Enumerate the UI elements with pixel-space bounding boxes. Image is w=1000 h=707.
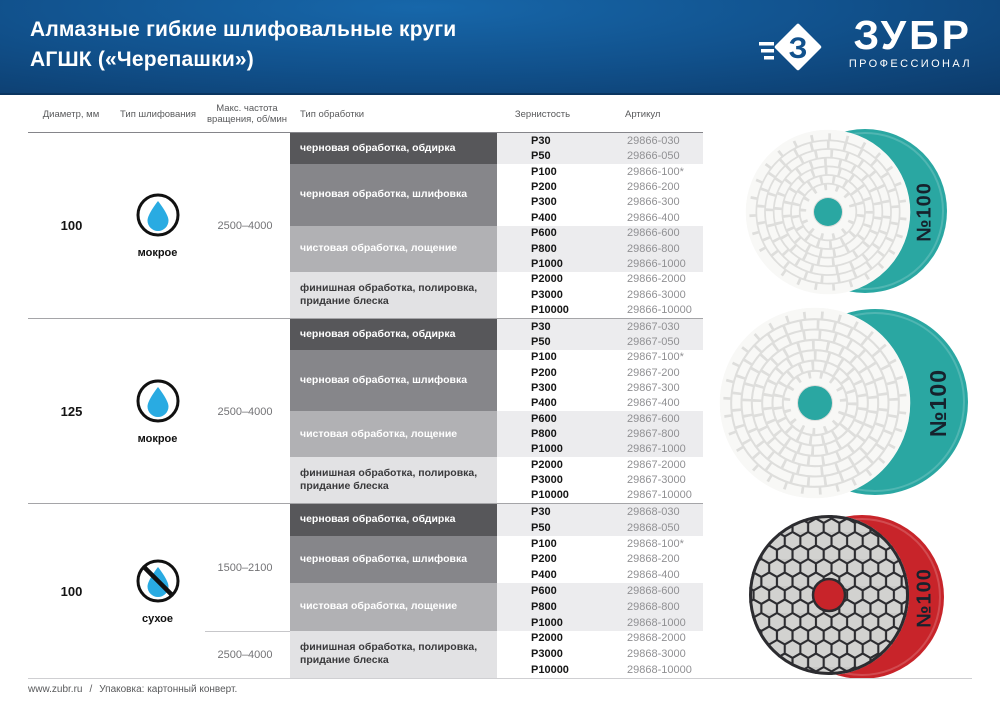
grit-value: P10000 bbox=[531, 664, 569, 677]
water-drop-icon bbox=[135, 192, 181, 243]
speed-divider bbox=[205, 631, 290, 632]
sku-value: 29866-2000 bbox=[627, 273, 686, 286]
sku-value: 29867-050 bbox=[627, 336, 680, 349]
processing-label: черновая обработка, шлифовка bbox=[290, 164, 497, 226]
sku-value: 29867-10000 bbox=[627, 489, 692, 502]
sku-value: 29866-800 bbox=[627, 242, 680, 255]
disc-size-label: №100 bbox=[913, 568, 936, 628]
grit-value: P50 bbox=[531, 336, 551, 349]
grind-type-label: сухое bbox=[141, 612, 174, 625]
sku-value: 29866-100* bbox=[627, 165, 684, 178]
processing-section bbox=[290, 164, 703, 226]
grit-value: P10000 bbox=[531, 304, 569, 317]
table-row bbox=[497, 303, 703, 318]
table-row bbox=[497, 536, 703, 552]
sku-value: 29868-100* bbox=[627, 537, 684, 550]
processing-label: черновая обработка, обдирка bbox=[290, 504, 497, 536]
grit-value: P600 bbox=[531, 227, 557, 240]
col-header-processing: Тип обработки bbox=[300, 108, 365, 120]
sku-value: 29867-2000 bbox=[627, 458, 686, 471]
section-rows bbox=[497, 536, 703, 583]
diameter-value: 125 bbox=[60, 403, 83, 419]
table-row bbox=[497, 350, 703, 365]
col-header-max-speed: Макс. частота вращения, об/мин bbox=[206, 103, 288, 125]
col-header-sku: Артикул bbox=[625, 108, 661, 120]
grit-value: P3000 bbox=[531, 473, 563, 486]
sku-value: 29868-030 bbox=[627, 505, 680, 518]
grit-value: P400 bbox=[531, 211, 557, 224]
processing-section bbox=[290, 319, 703, 350]
processing-label: чистовая обработка, лощение bbox=[290, 411, 497, 457]
grit-value: P50 bbox=[531, 150, 551, 163]
section-rows bbox=[497, 631, 703, 678]
page-title-line2: АГШК («Черепашки») bbox=[30, 48, 254, 71]
sku-value: 29867-400 bbox=[627, 397, 680, 410]
table-row bbox=[497, 164, 703, 179]
grit-value: P1000 bbox=[531, 258, 563, 271]
grit-value: P800 bbox=[531, 242, 557, 255]
page-header bbox=[0, 0, 1000, 95]
grit-value: P300 bbox=[531, 381, 557, 394]
svg-text:З: З bbox=[788, 32, 808, 65]
diameter-value: 100 bbox=[60, 218, 83, 233]
sku-value: 29867-200 bbox=[627, 366, 680, 379]
processing-label: финишная обработка, полировка, придание блеска bbox=[290, 457, 497, 503]
max-speed-cell bbox=[200, 319, 290, 504]
water-drop-crossed-icon bbox=[135, 558, 181, 609]
grit-value: P100 bbox=[531, 165, 557, 178]
diameter-cell bbox=[28, 504, 115, 678]
sku-value: 29866-400 bbox=[627, 211, 680, 224]
col-header-grit: Зернистость bbox=[514, 108, 571, 120]
grit-value: P200 bbox=[531, 366, 557, 379]
table-row bbox=[497, 662, 703, 678]
section-rows bbox=[497, 272, 703, 318]
sku-value: 29867-030 bbox=[627, 320, 680, 333]
sku-value: 29868-3000 bbox=[627, 648, 686, 661]
grit-value: P1000 bbox=[531, 616, 563, 629]
processing-section bbox=[290, 272, 703, 318]
grind-type-cell bbox=[115, 319, 200, 503]
water-drop-icon bbox=[135, 378, 181, 429]
sku-value: 29868-600 bbox=[627, 585, 680, 597]
product-image-wet-spiral-pad bbox=[735, 122, 965, 307]
grit-value: P200 bbox=[531, 180, 557, 193]
processing-label: черновая обработка, обдирка bbox=[290, 319, 497, 350]
grit-value: P100 bbox=[531, 537, 557, 550]
brand-subtitle: ПРОФЕССИОНАЛ bbox=[848, 58, 972, 70]
table-row bbox=[497, 380, 703, 395]
table-row bbox=[497, 334, 703, 349]
sku-value: 29867-1000 bbox=[627, 443, 686, 456]
sku-value: 29866-030 bbox=[627, 134, 680, 147]
processing-sections bbox=[290, 133, 703, 318]
product-image-wet-spiral-pad bbox=[712, 300, 977, 510]
grit-value: P100 bbox=[531, 351, 557, 364]
max-speed-cell bbox=[200, 504, 290, 631]
processing-sections bbox=[290, 504, 703, 678]
processing-section bbox=[290, 457, 703, 503]
table-row bbox=[497, 241, 703, 256]
grit-value: P2000 bbox=[531, 458, 563, 471]
table-row bbox=[497, 551, 703, 567]
table-row bbox=[497, 488, 703, 503]
grit-value: P3000 bbox=[531, 648, 563, 661]
sku-value: 29866-200 bbox=[627, 180, 680, 193]
processing-label: финишная обработка, полировка, придание блеска bbox=[290, 631, 497, 678]
table-row bbox=[497, 567, 703, 583]
section-rows bbox=[497, 164, 703, 226]
table-row bbox=[497, 411, 703, 426]
processing-label: чистовая обработка, лощение bbox=[290, 583, 497, 630]
product-group bbox=[28, 318, 703, 503]
table-row bbox=[497, 472, 703, 487]
table-row bbox=[497, 442, 703, 457]
grit-value: P600 bbox=[531, 412, 557, 425]
processing-label: черновая обработка, шлифовка bbox=[290, 350, 497, 411]
sku-value: 29867-3000 bbox=[627, 473, 686, 486]
processing-section bbox=[290, 504, 703, 536]
zubr-logo bbox=[757, 13, 972, 81]
processing-label: финишная обработка, полировка, придание блеска bbox=[290, 272, 497, 318]
table-row bbox=[497, 365, 703, 380]
footer-separator: / bbox=[89, 684, 93, 695]
grind-type-label: мокрое bbox=[137, 247, 178, 259]
processing-section bbox=[290, 536, 703, 583]
table-row bbox=[497, 426, 703, 441]
section-rows bbox=[497, 350, 703, 411]
diameter-value: 100 bbox=[60, 583, 83, 599]
sku-value: 29866-1000 bbox=[627, 258, 686, 271]
table-row bbox=[497, 287, 703, 302]
sku-value: 29867-300 bbox=[627, 381, 680, 394]
section-rows bbox=[497, 319, 703, 350]
max-speed-value: 2500–4000 bbox=[217, 219, 273, 232]
section-rows bbox=[497, 504, 703, 536]
zubr-diamond-icon bbox=[757, 15, 825, 79]
table-row bbox=[497, 646, 703, 662]
section-rows bbox=[497, 226, 703, 272]
sku-value: 29868-10000 bbox=[627, 664, 692, 677]
section-rows bbox=[497, 411, 703, 457]
sku-value: 29867-600 bbox=[627, 412, 680, 425]
max-speed-value: 2500–4000 bbox=[217, 649, 273, 662]
grit-value: P400 bbox=[531, 569, 557, 582]
table-row bbox=[497, 179, 703, 194]
processing-section bbox=[290, 226, 703, 272]
processing-section bbox=[290, 631, 703, 678]
table-row bbox=[497, 631, 703, 647]
grit-value: P2000 bbox=[531, 632, 563, 645]
table-row bbox=[497, 319, 703, 334]
product-group bbox=[28, 503, 703, 678]
grit-value: P30 bbox=[531, 505, 551, 518]
sku-value: 29868-1000 bbox=[627, 616, 686, 629]
sku-value: 29868-2000 bbox=[627, 632, 686, 645]
sku-value: 29867-800 bbox=[627, 427, 680, 440]
table-row bbox=[497, 396, 703, 411]
table-row bbox=[497, 133, 703, 148]
grit-value: P2000 bbox=[531, 273, 563, 286]
disc-size-label: №100 bbox=[913, 182, 936, 242]
table-row bbox=[497, 148, 703, 163]
grind-type-cell bbox=[115, 504, 200, 678]
footer-site-link[interactable]: www.zubr.ru bbox=[28, 684, 83, 695]
grit-value: P3000 bbox=[531, 288, 563, 301]
grit-value: P600 bbox=[531, 585, 557, 597]
col-header-diameter: Диаметр, мм bbox=[42, 108, 100, 120]
sku-value: 29866-600 bbox=[627, 227, 680, 240]
grit-value: P200 bbox=[531, 553, 557, 566]
grind-type-label: мокрое bbox=[137, 432, 178, 445]
diameter-cell bbox=[28, 133, 115, 318]
sku-value: 29866-300 bbox=[627, 196, 680, 209]
sku-value: 29866-050 bbox=[627, 150, 680, 163]
max-speed-cell bbox=[200, 133, 290, 318]
section-rows bbox=[497, 133, 703, 164]
processing-section bbox=[290, 350, 703, 411]
col-header-grind-type: Тип шлифования bbox=[120, 108, 196, 120]
max-speed-value: 1500–2100 bbox=[217, 561, 273, 574]
table-row bbox=[497, 520, 703, 536]
table-row bbox=[497, 210, 703, 225]
grit-value: P300 bbox=[531, 196, 557, 209]
table-row bbox=[497, 615, 703, 631]
section-rows bbox=[497, 583, 703, 630]
grit-value: P50 bbox=[531, 521, 551, 534]
page-title-line1: Алмазные гибкие шлифовальные круги bbox=[30, 18, 457, 41]
disc-size-label: №100 bbox=[925, 368, 952, 438]
grit-value: P800 bbox=[531, 427, 557, 440]
table-row bbox=[497, 256, 703, 271]
table-row bbox=[497, 599, 703, 615]
sku-value: 29866-3000 bbox=[627, 288, 686, 301]
grit-value: P1000 bbox=[531, 443, 563, 456]
sku-value: 29867-100* bbox=[627, 351, 684, 364]
product-group bbox=[28, 133, 703, 318]
grit-value: P10000 bbox=[531, 489, 569, 502]
grit-value: P30 bbox=[531, 134, 551, 147]
table-row bbox=[497, 504, 703, 520]
processing-section bbox=[290, 411, 703, 457]
table-row bbox=[497, 272, 703, 287]
processing-label: чистовая обработка, лощение bbox=[290, 226, 497, 272]
processing-label: черновая обработка, шлифовка bbox=[290, 536, 497, 583]
max-speed-value: 2500–4000 bbox=[217, 405, 273, 418]
sku-value: 29868-400 bbox=[627, 569, 680, 582]
table-row bbox=[497, 226, 703, 241]
grit-value: P30 bbox=[531, 320, 551, 333]
processing-sections bbox=[290, 319, 703, 503]
table-row bbox=[497, 457, 703, 472]
table-row bbox=[497, 583, 703, 599]
grit-value: P400 bbox=[531, 397, 557, 410]
page-title bbox=[30, 15, 456, 75]
footer-divider bbox=[28, 678, 972, 679]
sku-value: 29868-800 bbox=[627, 600, 680, 613]
sku-value: 29866-10000 bbox=[627, 304, 692, 317]
table-row bbox=[497, 195, 703, 210]
processing-label: черновая обработка, обдирка bbox=[290, 133, 497, 164]
grit-value: P800 bbox=[531, 600, 557, 613]
brand-name: ЗУБР bbox=[853, 12, 972, 58]
footer-packaging-text: Упаковка: картонный конверт. bbox=[99, 684, 238, 695]
footer bbox=[28, 684, 244, 695]
section-rows bbox=[497, 457, 703, 503]
processing-section bbox=[290, 133, 703, 164]
grind-type-cell bbox=[115, 133, 200, 318]
sku-value: 29868-200 bbox=[627, 553, 680, 566]
diameter-cell bbox=[28, 319, 115, 503]
max-speed-cell bbox=[200, 631, 290, 679]
product-image-dry-hex-pad bbox=[738, 505, 963, 692]
sku-value: 29868-050 bbox=[627, 521, 680, 534]
processing-section bbox=[290, 583, 703, 630]
